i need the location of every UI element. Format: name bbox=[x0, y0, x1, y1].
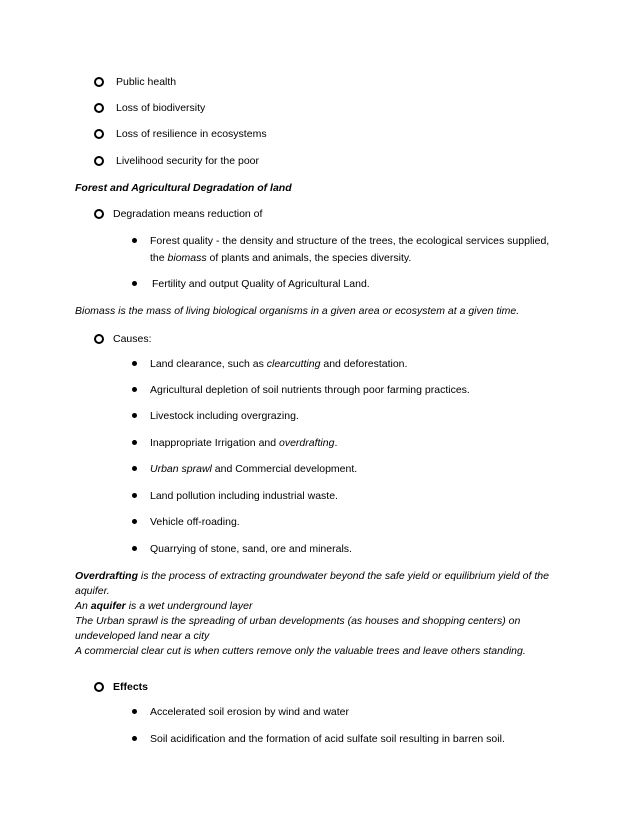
dot-bullet-icon bbox=[132, 281, 137, 286]
definition-text: A commercial clear cut is when cutters remove only the valuable trees and leave others standing. bbox=[75, 645, 526, 657]
list-item: Land clearance, such as clearcutting and deforestation. bbox=[150, 358, 408, 370]
ring-bullet-icon bbox=[94, 682, 104, 692]
dot-bullet-icon bbox=[132, 387, 137, 392]
section-heading: Forest and Agricultural Degradation of land bbox=[75, 182, 292, 194]
list-item: Quarrying of stone, sand, ore and minerals. bbox=[150, 543, 352, 555]
list-item: Fertility and output Quality of Agricultural Land. bbox=[152, 278, 370, 290]
list-item: Inappropriate Irrigation and overdrafting. bbox=[150, 437, 338, 449]
ring-bullet-icon bbox=[94, 77, 104, 87]
definition-text: undeveloped land near a city bbox=[75, 630, 210, 642]
definition-text: Overdrafting is the process of extracting groundwater beyond the safe yield or equilibrium yield of the bbox=[75, 570, 549, 582]
dot-bullet-icon bbox=[132, 413, 137, 418]
ring-bullet-icon bbox=[94, 103, 104, 113]
list-item: Loss of biodiversity bbox=[116, 102, 206, 114]
list-item: Degradation means reduction of bbox=[113, 208, 263, 220]
dot-bullet-icon bbox=[132, 466, 137, 471]
list-item: Accelerated soil erosion by wind and water bbox=[150, 706, 350, 718]
list-item: Soil acidification and the formation of acid sulfate soil resulting in barren soil. bbox=[150, 733, 505, 745]
list-item: Agricultural depletion of soil nutrients through poor farming practices. bbox=[150, 384, 470, 396]
list-item: Livelihood security for the poor bbox=[116, 155, 259, 167]
list-item: Effects bbox=[113, 681, 149, 693]
ring-bullet-icon bbox=[94, 209, 104, 219]
ring-bullet-icon bbox=[94, 156, 104, 166]
list-item: Loss of resilience in ecosystems bbox=[116, 128, 267, 140]
dot-bullet-icon bbox=[132, 736, 137, 741]
definition-text: An aquifer is a wet underground layer bbox=[75, 600, 253, 612]
definition-text: Biomass is the mass of living biological organisms in a given area or ecosystem at a given time. bbox=[75, 305, 520, 317]
list-item-continuation: the biomass of plants and animals, the species diversity. bbox=[150, 252, 412, 264]
ring-bullet-icon bbox=[94, 129, 104, 139]
definition-text: The Urban sprawl is the spreading of urban developments (as houses and shopping centers) on bbox=[75, 615, 521, 627]
list-item: Urban sprawl and Commercial development. bbox=[150, 463, 358, 475]
list-item: Forest quality - the density and structure of the trees, the ecological services supplied, bbox=[150, 235, 550, 247]
dot-bullet-icon bbox=[132, 546, 137, 551]
dot-bullet-icon bbox=[132, 440, 137, 445]
definition-text: aquifer. bbox=[75, 585, 110, 597]
list-item: Land pollution including industrial waste. bbox=[150, 490, 338, 502]
ring-bullet-icon bbox=[94, 334, 104, 344]
dot-bullet-icon bbox=[132, 493, 137, 498]
dot-bullet-icon bbox=[132, 709, 137, 714]
dot-bullet-icon bbox=[132, 361, 137, 366]
dot-bullet-icon bbox=[132, 519, 137, 524]
dot-bullet-icon bbox=[132, 238, 137, 243]
list-item: Public health bbox=[116, 76, 177, 88]
list-item: Causes: bbox=[113, 333, 152, 345]
list-item: Livestock including overgrazing. bbox=[150, 410, 299, 422]
list-item: Vehicle off-roading. bbox=[150, 516, 240, 528]
